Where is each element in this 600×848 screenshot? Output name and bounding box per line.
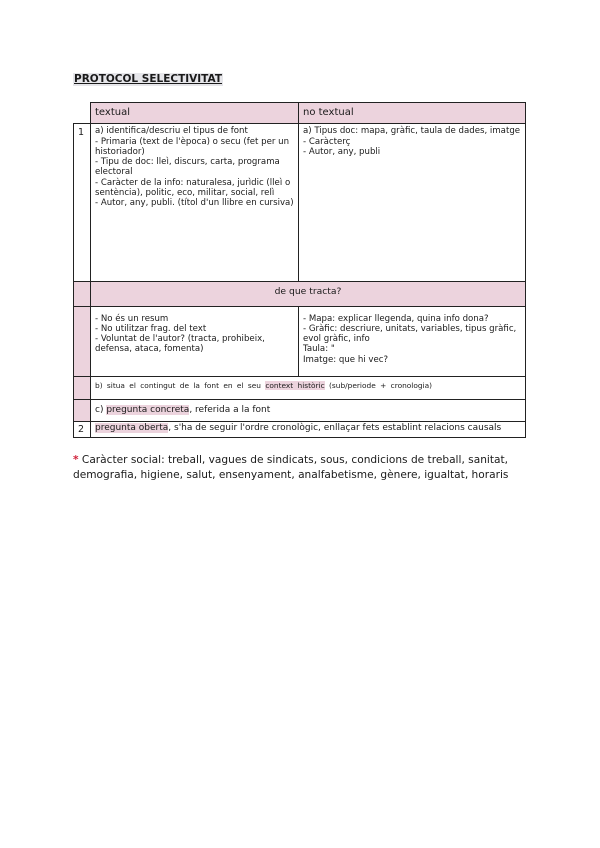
- header-row: [74, 103, 526, 124]
- c-text-after: , referida a la font: [189, 404, 271, 415]
- row-number-2: 2: [74, 422, 91, 438]
- row-number-blank: [74, 282, 91, 306]
- list-item: - Voluntat de l'autor? (tracta, prohibeix, defensa, ataca, fomenta): [95, 334, 265, 355]
- row2-text: , s'ha de seguir l'ordre cronològic, enllaçar fets establint relacions causals: [168, 423, 502, 434]
- list-item: - No utilitzar frag. del text: [95, 323, 207, 334]
- row-2: [74, 422, 526, 438]
- cell-b: [91, 376, 526, 399]
- protocol-table: [73, 102, 526, 438]
- page-title: PROTOCOL SELECTIVITAT: [74, 73, 222, 85]
- b-text-after: (sub/periode + cronologia): [329, 380, 433, 390]
- list-item: - No és un resum: [95, 313, 169, 324]
- row-number-blank: [74, 306, 91, 376]
- header-blank-cell: [74, 103, 91, 124]
- list-item: a) Tipus doc: mapa, gràfic, taula de dades, imatge: [303, 126, 521, 137]
- row2-highlight: pregunta oberta: [95, 423, 169, 434]
- list-item: - Gràfic: descriure, unitats, variables, tipus gràfic, evol gràfic, info: [303, 323, 517, 345]
- footnote: [73, 453, 533, 483]
- list-item: - Autor, any, publi: [303, 146, 381, 157]
- row-de-que-tracta: [74, 282, 526, 306]
- row-tracta: [74, 306, 526, 376]
- list-item: Imatge: que hi vec?: [303, 354, 389, 365]
- c-text: c): [95, 404, 104, 415]
- list-item: - Caràcter de la info: naturalesa, jurìdic (lleì o sentència), politic, eco, militar, social, relì: [95, 177, 291, 199]
- cell-a-no-textual: [299, 124, 526, 282]
- list-item: - Autor, any, publi. (títol d'un llibre en cursiva): [95, 198, 294, 209]
- cell-tracta-textual: [91, 306, 299, 376]
- header-no-textual: no textual: [299, 103, 526, 124]
- footnote-text: Caràcter social: treball, vagues de sindicats, sous, condicions de treball, sanitat, demografia, higiene, salut, ensenyament, analfabetisme, gènere, igualtat, horaris: [73, 454, 509, 481]
- cell-2: [91, 422, 526, 438]
- b-text: b) situa el contingut de la font en el seu: [95, 380, 261, 390]
- list-item: - Tipu de doc: lleì, discurs, carta, programa electoral: [95, 157, 280, 178]
- header-textual: textual: [91, 103, 299, 124]
- list-item: - Primaria (text de l'època) o secu (fet per un historiador): [95, 136, 290, 157]
- row-b: [74, 376, 526, 399]
- row-number-1: 1: [74, 124, 91, 282]
- row-c: [74, 399, 526, 421]
- cell-tracta-no-textual: [299, 306, 526, 376]
- row-number-blank: [74, 399, 91, 421]
- row-1a: [74, 124, 526, 282]
- cell-c: [91, 399, 526, 421]
- b-highlight: context històric: [265, 380, 325, 390]
- cell-a-textual: [91, 124, 299, 282]
- asterisk-icon: *: [73, 454, 79, 466]
- list-item: Taula: ": [303, 344, 335, 355]
- list-item: - Mapa: explicar llegenda, quina info dona?: [303, 313, 489, 324]
- list-item: a) identifica/descriu el tipus de font: [95, 126, 248, 137]
- c-highlight: pregunta concreta: [106, 404, 190, 415]
- row-number-blank: [74, 376, 91, 399]
- list-item: - Caràcterç: [303, 136, 351, 147]
- de-que-tracta-heading: de que tracta?: [91, 282, 526, 306]
